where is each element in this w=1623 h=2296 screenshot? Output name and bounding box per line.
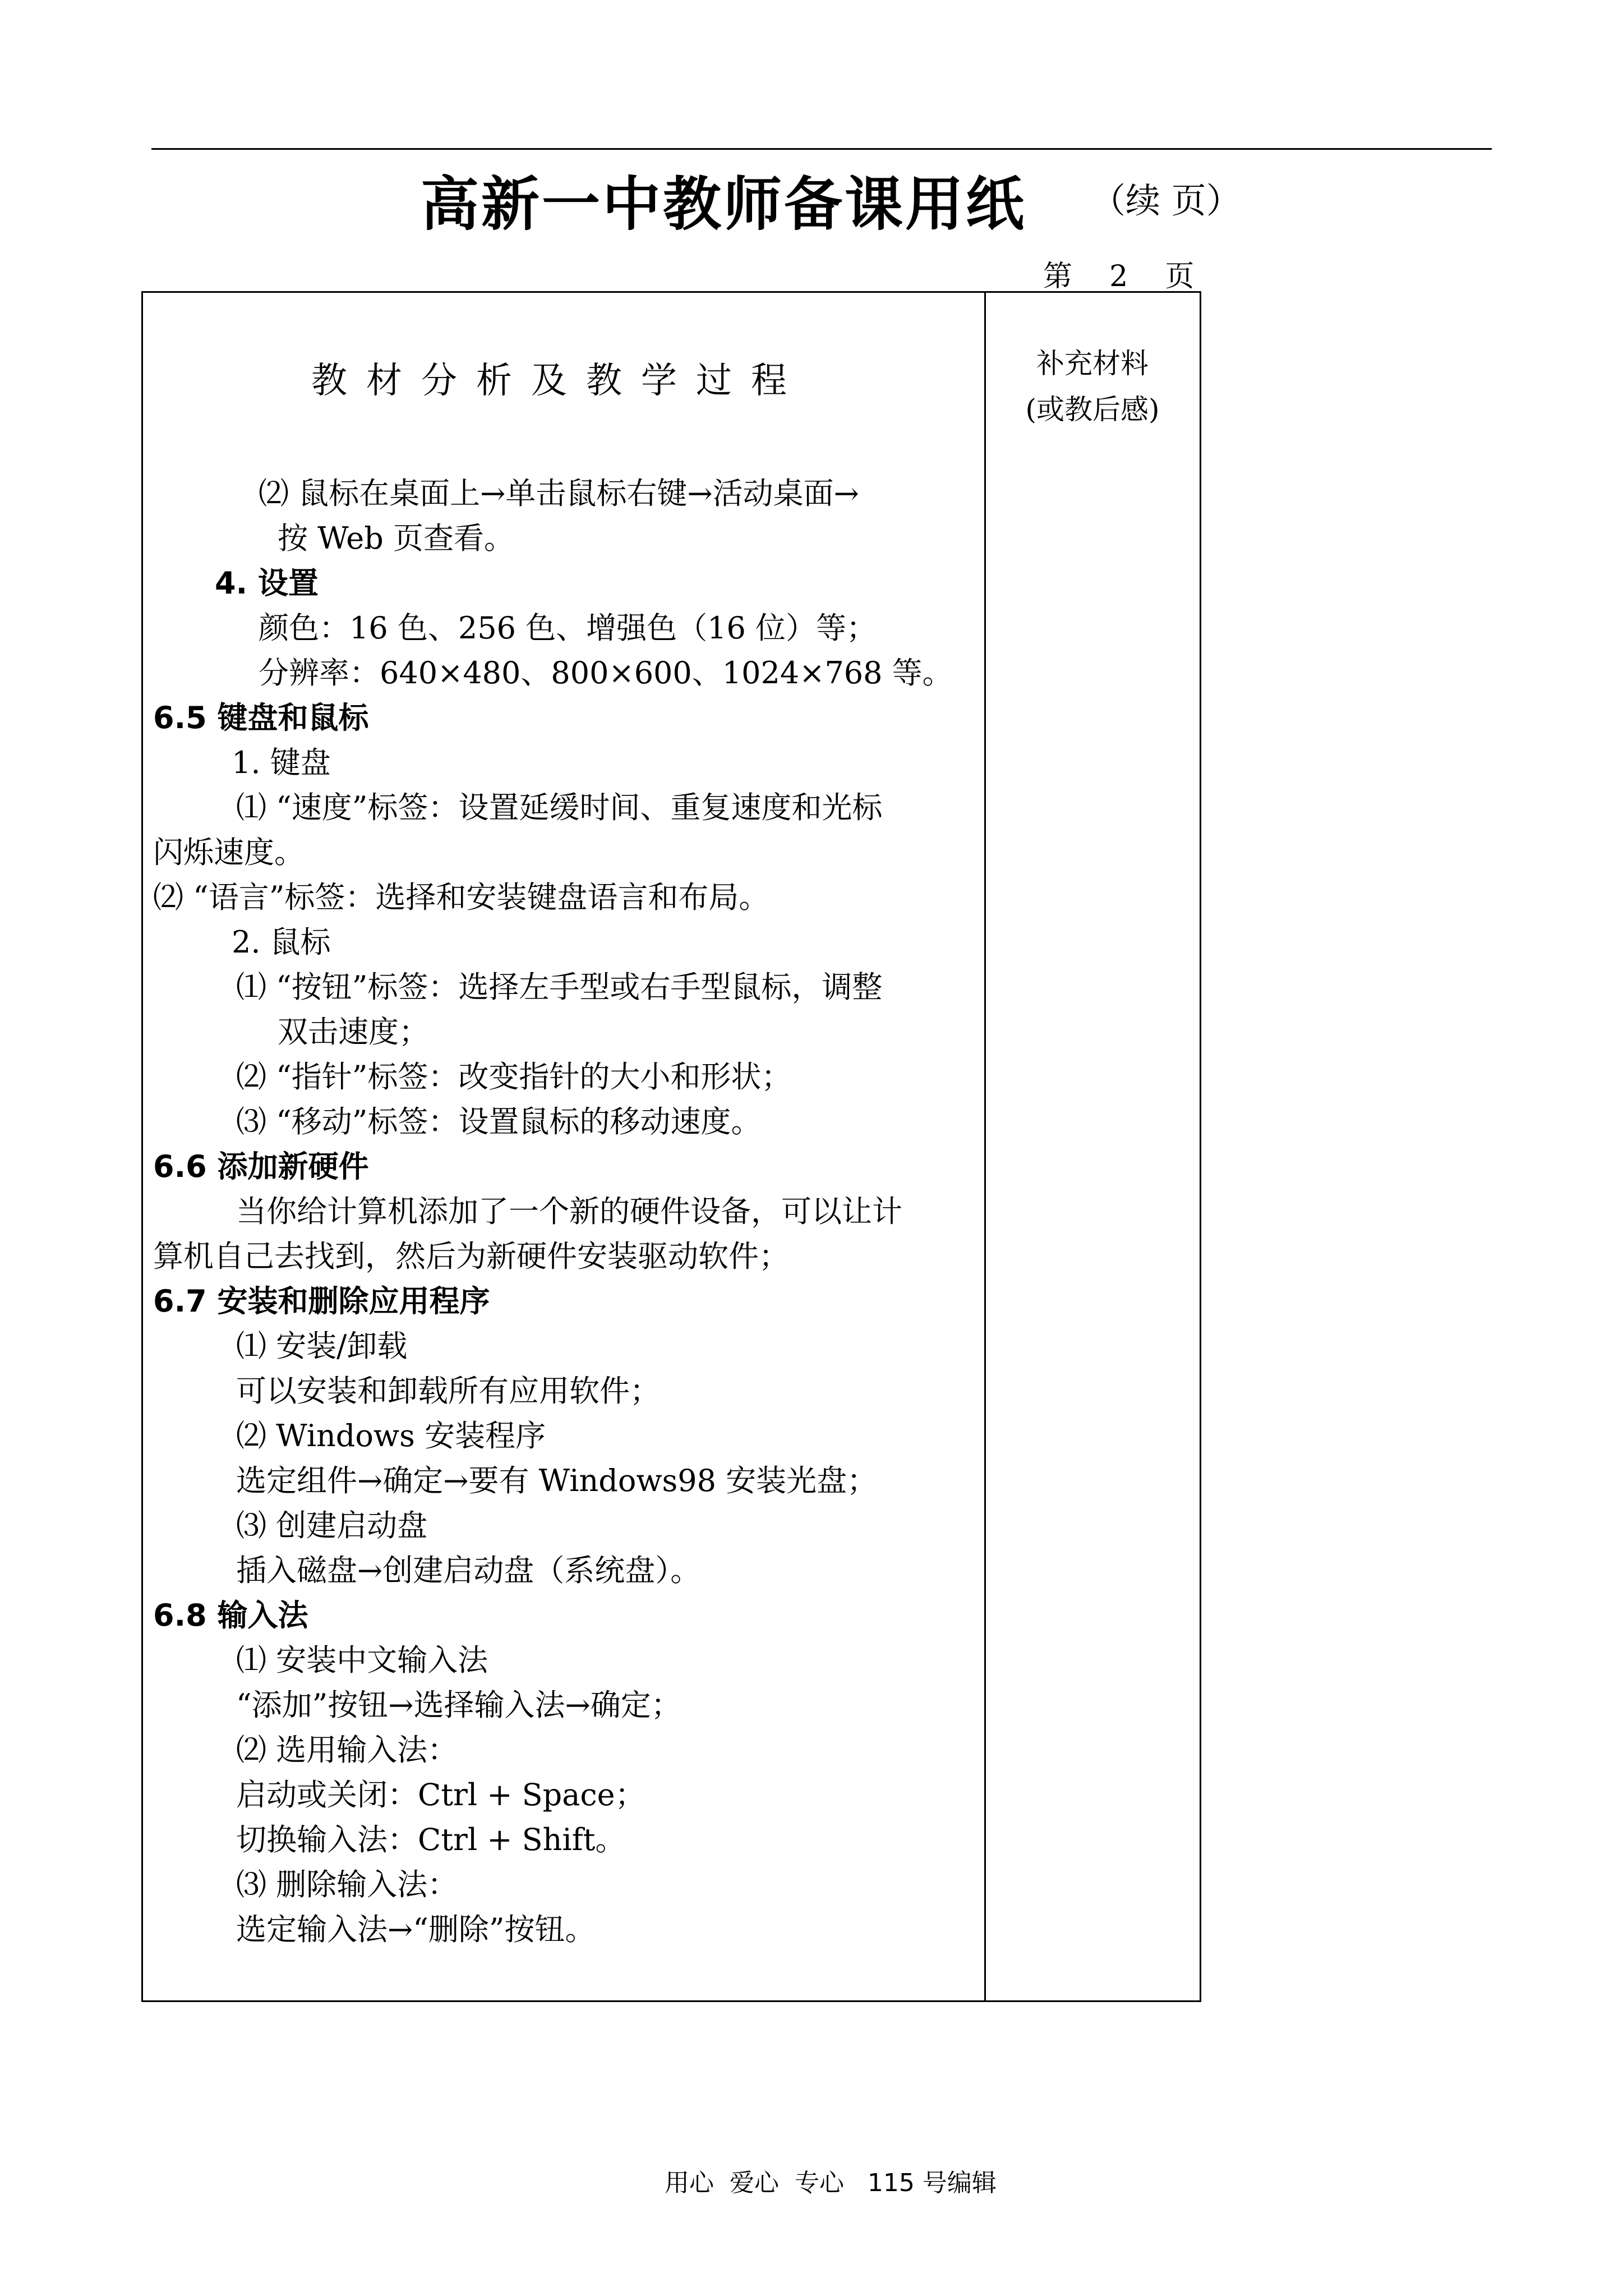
- page-title: 高新一中教师备课用纸: [421, 170, 1027, 238]
- section-heading: 6.7 安装和删除应用程序: [153, 1283, 490, 1319]
- content-line: 选定输入法→“删除”按钮。: [236, 1912, 596, 1947]
- content-line: 选定组件→确定→要有 Windows98 安装光盘；: [236, 1463, 878, 1498]
- content-line: 可以安装和卸载所有应用软件；: [236, 1373, 660, 1409]
- content-line: ⑴ “按钮”标签：选择左手型或右手型鼠标，调整: [236, 969, 883, 1005]
- side-column-heading: [986, 341, 1199, 432]
- content-line: 1. 键盘: [232, 745, 331, 780]
- lesson-table: [141, 291, 1201, 2002]
- content-line: ⑶ 创建启动盘: [236, 1508, 428, 1543]
- side-heading-line: (或教后感): [1025, 393, 1160, 426]
- content-line: 插入磁盘→创建启动盘（系统盘）。: [236, 1553, 701, 1588]
- content-line: 分辨率：640×480、800×600、1024×768 等。: [259, 655, 953, 691]
- page-footer: 用心 爱心 专心 115 号编辑: [665, 2169, 997, 2197]
- section-heading: 6.8 输入法: [153, 1598, 308, 1633]
- content-line: “添加”按钮→选择输入法→确定；: [236, 1687, 681, 1723]
- content-line: 颜色：16 色、256 色、增强色（16 位）等；: [259, 610, 877, 646]
- lesson-content: [153, 471, 972, 1952]
- content-line: 2. 鼠标: [232, 924, 331, 960]
- content-line: ⑵ Windows 安装程序: [236, 1418, 546, 1453]
- page-number: 第 2 页: [1043, 260, 1195, 293]
- section-heading: 6.6 添加新硬件: [153, 1149, 369, 1184]
- content-line: ⑴ 安装中文输入法: [236, 1642, 488, 1678]
- section-heading: 4. 设置: [215, 565, 319, 601]
- side-heading-line: 补充材料: [1036, 347, 1149, 380]
- content-line: 算机自己去找到，然后为新硬件安装驱动软件；: [153, 1239, 789, 1274]
- column-divider: [984, 293, 986, 2000]
- content-line: 按 Web 页查看。: [278, 521, 514, 556]
- header-rule: [151, 148, 1492, 150]
- content-line: ⑵ 鼠标在桌面上→单击鼠标右键→活动桌面→: [259, 476, 859, 511]
- content-line: 启动或关闭：Ctrl + Space；: [236, 1777, 645, 1812]
- content-line: 双击速度；: [278, 1014, 429, 1050]
- content-line: 切换输入法：Ctrl + Shift。: [236, 1822, 626, 1857]
- content-line: ⑵ 选用输入法：: [236, 1732, 458, 1768]
- content-line: 当你给计算机添加了一个新的硬件设备，可以让计: [236, 1194, 902, 1229]
- page-subtitle: （续 页）: [1091, 180, 1241, 221]
- content-line: ⑴ 安装/卸载: [236, 1328, 408, 1364]
- section-heading: 6.5 键盘和鼠标: [153, 700, 369, 735]
- content-line: ⑵ “语言”标签：选择和安装键盘语言和布局。: [153, 880, 769, 915]
- content-line: ⑶ “移动”标签：设置鼠标的移动速度。: [236, 1104, 762, 1139]
- content-line: ⑵ “指针”标签：改变指针的大小和形状；: [236, 1059, 792, 1094]
- main-column-heading: 教材分析及教学过程: [311, 360, 806, 402]
- content-line: 闪烁速度。: [153, 835, 305, 870]
- content-line: ⑶ 删除输入法：: [236, 1867, 458, 1902]
- content-line: ⑴ “速度”标签：设置延缓时间、重复速度和光标: [236, 790, 883, 825]
